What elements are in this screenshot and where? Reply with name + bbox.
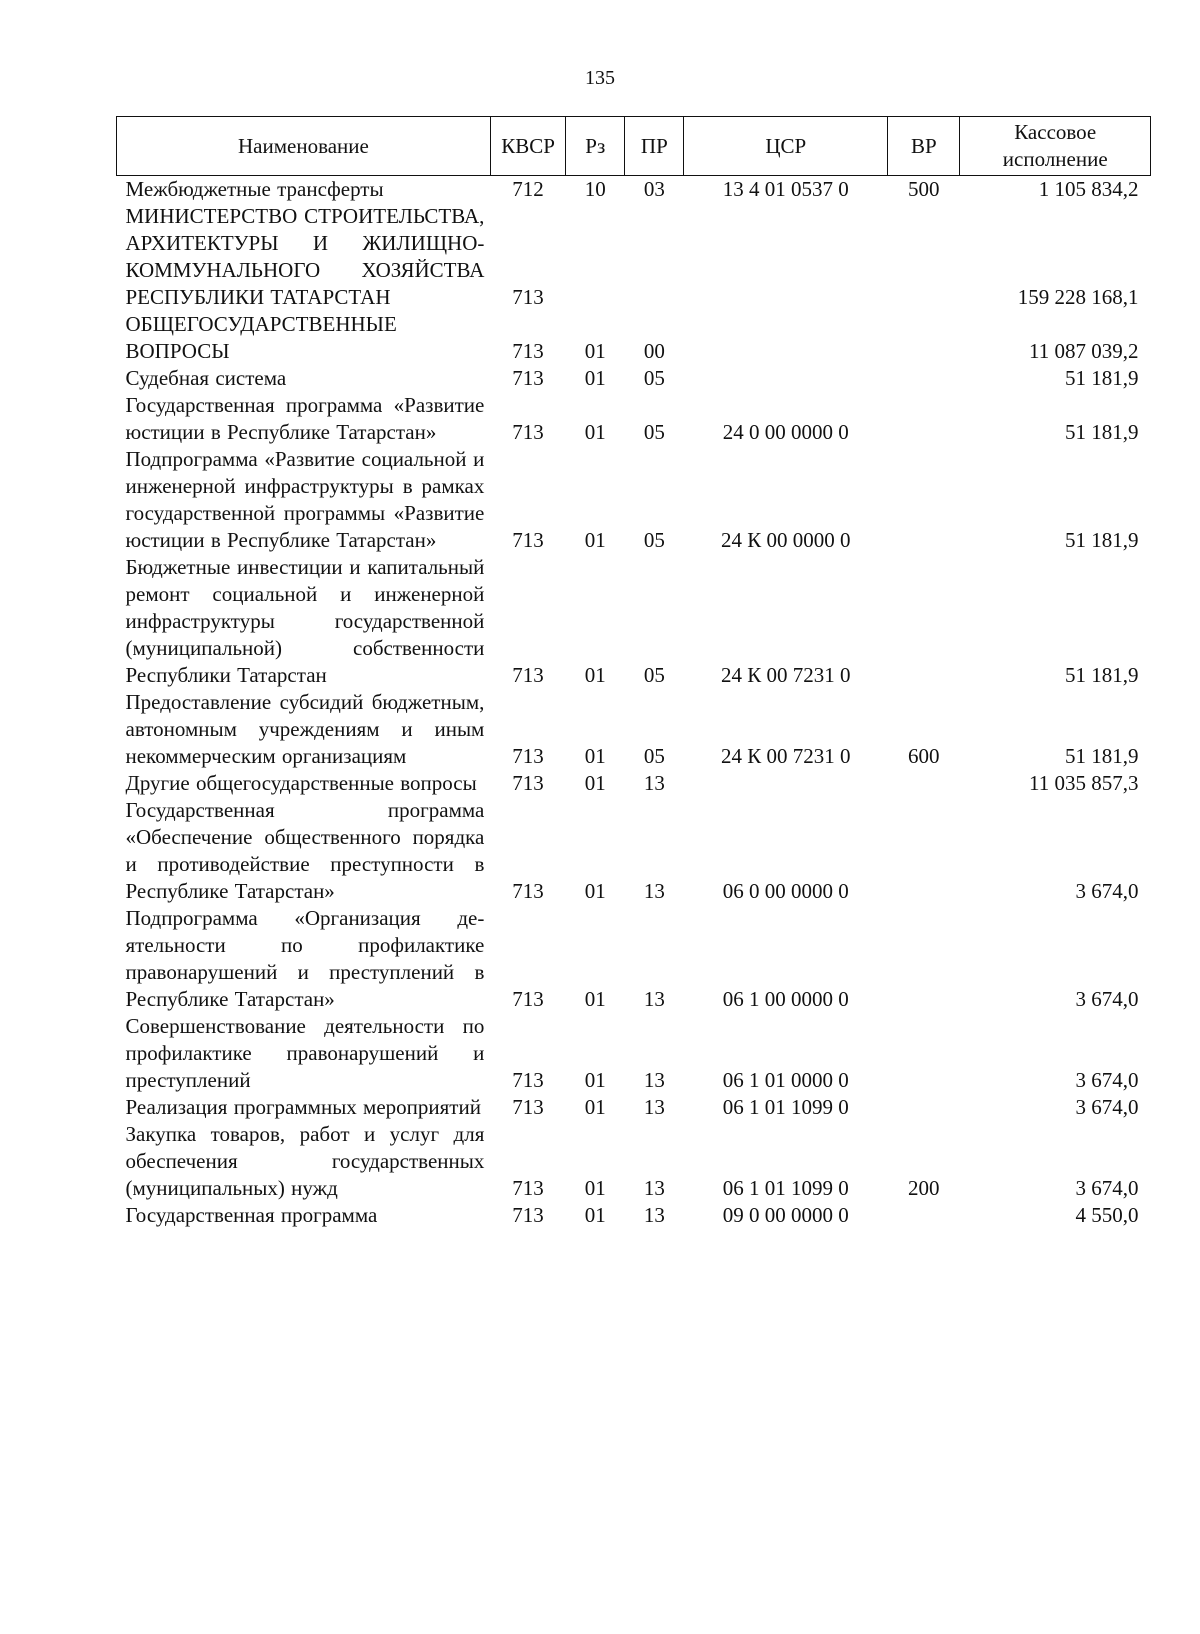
table-body xyxy=(117,176,1151,1230)
kvsr-cell: 713 xyxy=(512,1068,544,1092)
csr-cell: 06 0 00 0000 0 xyxy=(722,879,849,903)
vr-cell xyxy=(888,554,960,689)
csr-cell: 06 1 00 0000 0 xyxy=(722,987,849,1011)
table-row xyxy=(117,905,1151,1013)
pr-cell: 13 xyxy=(643,1095,665,1119)
pr-cell: 13 xyxy=(643,1203,665,1227)
table-row xyxy=(117,1121,1151,1202)
header-pr: ПР xyxy=(625,117,684,176)
table-row xyxy=(117,446,1151,554)
vr-cell xyxy=(888,1094,960,1121)
kvsr-cell: 713 xyxy=(512,366,544,390)
rz-cell: 10 xyxy=(584,177,606,201)
kvsr-cell: 712 xyxy=(512,177,544,201)
name-cell: Государственная программа xyxy=(125,1203,378,1227)
table-row xyxy=(117,797,1151,905)
rz-cell: 01 xyxy=(584,339,606,363)
rz-cell: 01 xyxy=(584,663,606,687)
table-row xyxy=(117,392,1151,446)
kvsr-cell: 713 xyxy=(512,1095,544,1119)
vr-cell xyxy=(888,905,960,1013)
csr-cell: 13 4 01 0537 0 xyxy=(722,177,849,201)
header-rz: Рз xyxy=(566,117,625,176)
pr-cell: 13 xyxy=(643,1176,665,1200)
pr-cell: 05 xyxy=(643,663,665,687)
table-row xyxy=(117,554,1151,689)
csr-cell xyxy=(684,203,888,311)
rz-cell: 01 xyxy=(584,528,606,552)
kvsr-cell: 713 xyxy=(512,771,544,795)
table-row xyxy=(117,176,1151,204)
header-cash-execution: Кассовое исполнение xyxy=(960,117,1151,176)
header-vr: ВР xyxy=(888,117,960,176)
vr-cell xyxy=(888,365,960,392)
cash-execution-cell: 51 181,9 xyxy=(1065,366,1139,390)
name-cell: ОБЩЕГОСУДАРСТВЕННЫЕ ВОПРОСЫ xyxy=(125,312,397,363)
csr-cell: 06 1 01 1099 0 xyxy=(722,1176,849,1200)
pr-cell: 13 xyxy=(643,879,665,903)
vr-cell xyxy=(888,797,960,905)
csr-cell: 06 1 01 1099 0 xyxy=(722,1095,849,1119)
csr-cell: 09 0 00 0000 0 xyxy=(722,1203,849,1227)
kvsr-cell: 713 xyxy=(512,1176,544,1200)
name-cell: Совершенствование деятельности по профилактике правонарушений и преступлений xyxy=(125,1014,485,1092)
page-number: 135 xyxy=(585,67,615,89)
kvsr-cell: 713 xyxy=(512,339,544,363)
vr-cell xyxy=(888,1013,960,1094)
cash-execution-cell: 51 181,9 xyxy=(1065,663,1139,687)
cash-execution-cell: 1 105 834,2 xyxy=(1038,177,1139,201)
cash-execution-cell: 11 087 039,2 xyxy=(1029,339,1139,363)
csr-cell: 24 К 00 7231 0 xyxy=(721,744,851,768)
csr-cell: 24 0 00 0000 0 xyxy=(722,420,849,444)
pr-cell: 13 xyxy=(643,1068,665,1092)
vr-cell: 600 xyxy=(908,744,940,768)
name-cell: Подпрограмма «Развитие социальной и инженерной инфраструктуры в рамках государственной программы «Развитие юстиции в Республике Татарстан» xyxy=(125,447,485,552)
name-cell: Предоставление субсидий бюджетным, автономным учреждениям и иным некоммерческим организациям xyxy=(125,690,485,768)
rz-cell: 01 xyxy=(584,987,606,1011)
cash-execution-cell: 51 181,9 xyxy=(1065,420,1139,444)
cash-execution-cell: 3 674,0 xyxy=(1075,1095,1139,1119)
cash-execution-cell: 11 035 857,3 xyxy=(1029,771,1139,795)
name-cell: Реализация программных мероприятий xyxy=(125,1095,481,1119)
rz-cell: 01 xyxy=(584,366,606,390)
rz-cell: 01 xyxy=(584,771,606,795)
table-row xyxy=(117,203,1151,311)
name-cell: Подпрограмма «Организация деятельности по профилактике правонарушений и преступлений в Республике Татарстан» xyxy=(125,906,485,1011)
name-cell: Другие общегосударственные вопросы xyxy=(125,771,477,795)
pr-cell xyxy=(625,203,684,311)
cash-execution-cell: 3 674,0 xyxy=(1075,1068,1139,1092)
name-cell: Закупка товаров, работ и услуг для обеспечения государственных (муниципальных) нужд xyxy=(125,1122,485,1200)
table-row xyxy=(117,1202,1151,1229)
table-row xyxy=(117,365,1151,392)
rz-cell: 01 xyxy=(584,1095,606,1119)
header-csr: ЦСР xyxy=(684,117,888,176)
csr-cell xyxy=(684,770,888,797)
vr-cell xyxy=(888,446,960,554)
pr-cell: 05 xyxy=(643,528,665,552)
table-row xyxy=(117,770,1151,797)
pr-cell: 00 xyxy=(643,339,665,363)
name-cell: Судебная система xyxy=(125,366,287,390)
name-cell: Бюджетные инвестиции и капитальный ремонт социальной и инженерной инфраструктуры государственной (муниципальной) собственности Республики Татарстан xyxy=(125,555,485,687)
vr-cell xyxy=(888,203,960,311)
table-row xyxy=(117,1094,1151,1121)
rz-cell xyxy=(566,203,625,311)
budget-table-container xyxy=(116,116,1151,1229)
table-row xyxy=(117,311,1151,365)
rz-cell: 01 xyxy=(584,420,606,444)
header-name: Наименование xyxy=(117,117,491,176)
csr-cell xyxy=(684,365,888,392)
cash-execution-cell: 51 181,9 xyxy=(1065,744,1139,768)
table-row xyxy=(117,689,1151,770)
rz-cell: 01 xyxy=(584,1203,606,1227)
csr-cell: 24 К 00 7231 0 xyxy=(721,663,851,687)
kvsr-cell: 713 xyxy=(512,420,544,444)
cash-execution-cell: 3 674,0 xyxy=(1075,987,1139,1011)
vr-cell xyxy=(888,770,960,797)
pr-cell: 05 xyxy=(643,744,665,768)
vr-cell xyxy=(888,311,960,365)
table-header-row xyxy=(117,117,1151,176)
rz-cell: 01 xyxy=(584,744,606,768)
pr-cell: 05 xyxy=(643,366,665,390)
csr-cell xyxy=(684,311,888,365)
pr-cell: 13 xyxy=(643,771,665,795)
vr-cell xyxy=(888,1202,960,1229)
header-kvsr: КВСР xyxy=(490,117,565,176)
pr-cell: 03 xyxy=(643,177,665,201)
csr-cell: 24 К 00 0000 0 xyxy=(721,528,851,552)
rz-cell: 01 xyxy=(584,879,606,903)
pr-cell: 05 xyxy=(643,420,665,444)
kvsr-cell: 713 xyxy=(512,1203,544,1227)
cash-execution-cell: 51 181,9 xyxy=(1065,528,1139,552)
rz-cell: 01 xyxy=(584,1176,606,1200)
name-cell: МИНИСТЕРСТВО СТРОИТЕЛЬСТВА, АРХИТЕКТУРЫ И ЖИЛИЩНО-КОММУНАЛЬНОГО ХОЗЯЙСТВА РЕСПУБЛИКИ ТАТАРСТАН xyxy=(125,204,485,309)
kvsr-cell: 713 xyxy=(512,663,544,687)
name-cell: Государственная программа «Развитие юстиции в Республике Татарстан» xyxy=(125,393,485,444)
cash-execution-cell: 3 674,0 xyxy=(1075,1176,1139,1200)
budget-execution-table xyxy=(116,116,1151,1229)
cash-execution-cell: 4 550,0 xyxy=(1075,1203,1139,1227)
rz-cell: 01 xyxy=(584,1068,606,1092)
name-cell: Межбюджетные трансферты xyxy=(125,177,384,201)
table-row xyxy=(117,1013,1151,1094)
kvsr-cell: 713 xyxy=(512,879,544,903)
vr-cell: 500 xyxy=(908,177,940,201)
cash-execution-cell: 3 674,0 xyxy=(1075,879,1139,903)
name-cell: Государственная программа «Обеспечение общественного порядка и противодействие преступности в Республике Татарстан» xyxy=(125,798,485,903)
vr-cell xyxy=(888,392,960,446)
kvsr-cell: 713 xyxy=(512,528,544,552)
pr-cell: 13 xyxy=(643,987,665,1011)
csr-cell: 06 1 01 0000 0 xyxy=(722,1068,849,1092)
kvsr-cell: 713 xyxy=(512,285,544,309)
kvsr-cell: 713 xyxy=(512,987,544,1011)
vr-cell: 200 xyxy=(908,1176,940,1200)
cash-execution-cell: 159 228 168,1 xyxy=(1017,285,1139,309)
table-header xyxy=(117,117,1151,176)
kvsr-cell: 713 xyxy=(512,744,544,768)
